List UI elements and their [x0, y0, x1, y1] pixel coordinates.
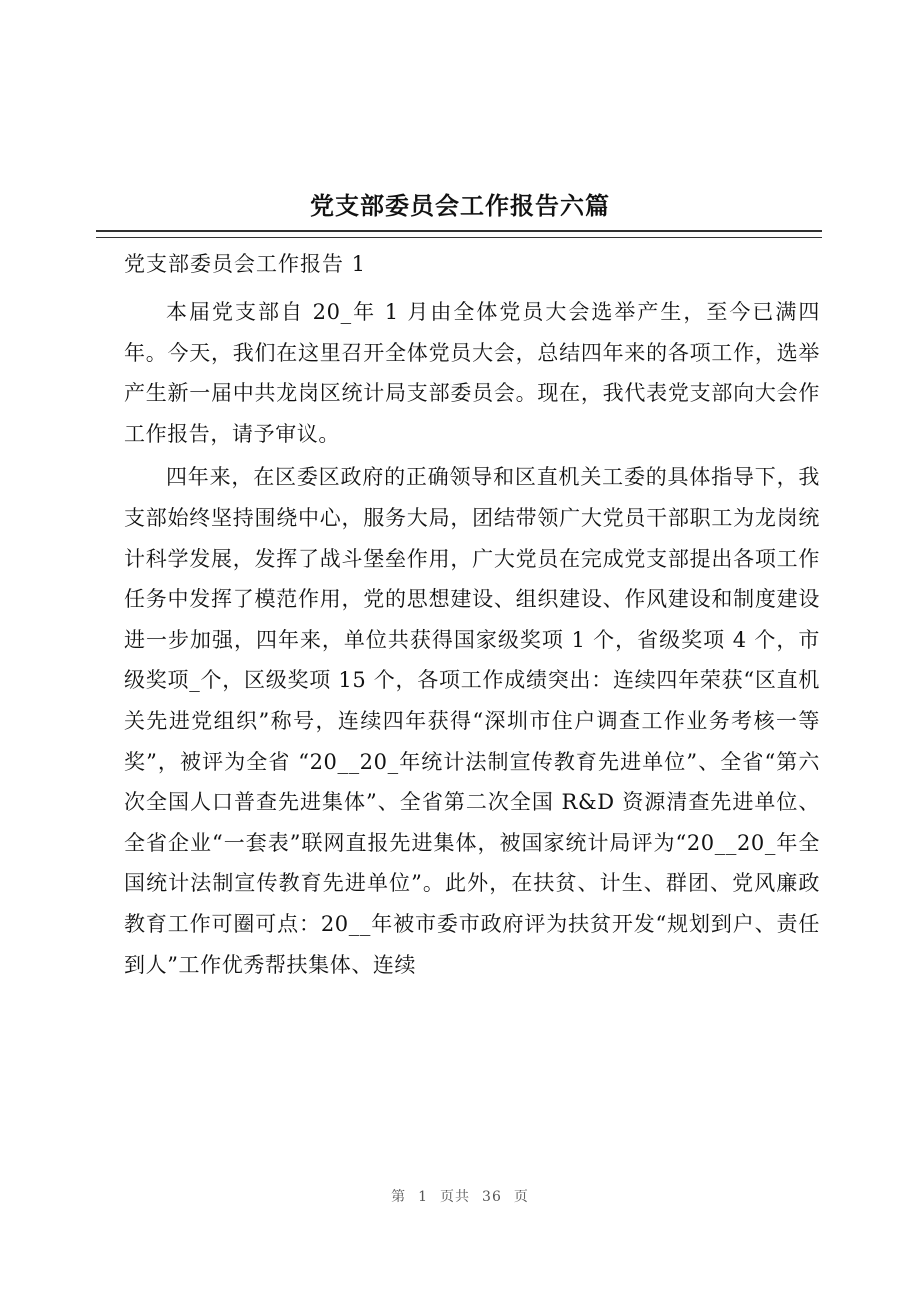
footer-page-number: 1	[418, 1189, 429, 1205]
section-heading: 党支部委员会工作报告 1	[124, 252, 367, 276]
footer-prefix: 第	[391, 1189, 407, 1205]
paragraph: 四年来，在区委区政府的正确领导和区直机关工委的具体指导下，我支部始终坚持围绕中心，服务大局，团结带领广大党员干部职工为龙岗统计科学发展，发挥了战斗堡垒作用，广大党员在完成党支部提出各项工作任务中发挥了模范作用，党的思想建设、组织建设、作风建设和制度建设进一步加强，四年来，单位共获得国家级奖项 1 个，省级奖项 4 个，市级奖项_个，区级奖项 15 个，各项工作成绩突出：连续四年荣获“区直机关先进党组织”称号，连续四年获得“深圳市住户调查工作业务考核一等奖”，被评为全省 “20__20_年统计法制宣传教育先进单位”、全省“第六次全国人口普查先进集体”、全省第二次全国 R&D 资源清查先进单位、全省企业“一套表”联网直报先进集体，被国家统计局评为“20__20_年全国统计法制宣传教育先进单位”。此外，在扶贫、计生、群团、党风廉政教育工作可圈可点：20__年被市委市政府评为扶贫开发“规划到户、责任到人”工作优秀帮扶集体、连续	[124, 465, 820, 977]
document-title: 党支部委员会工作报告六篇	[310, 191, 610, 220]
page-footer	[0, 1186, 920, 1206]
title-divider	[96, 230, 822, 238]
footer-total-pages: 36	[482, 1189, 502, 1205]
paragraph: 本届党支部自 20_年 1 月由全体党员大会选举产生，至今已满四年。今天，我们在这里召开全体党员大会，总结四年来的各项工作，选举产生新一届中共龙岗区统计局支部委员会。现在，我代表党支部向大会作工作报告，请予审议。	[124, 300, 820, 446]
footer-middle: 页共	[440, 1189, 471, 1205]
document-body	[124, 292, 820, 988]
footer-suffix: 页	[513, 1189, 529, 1205]
